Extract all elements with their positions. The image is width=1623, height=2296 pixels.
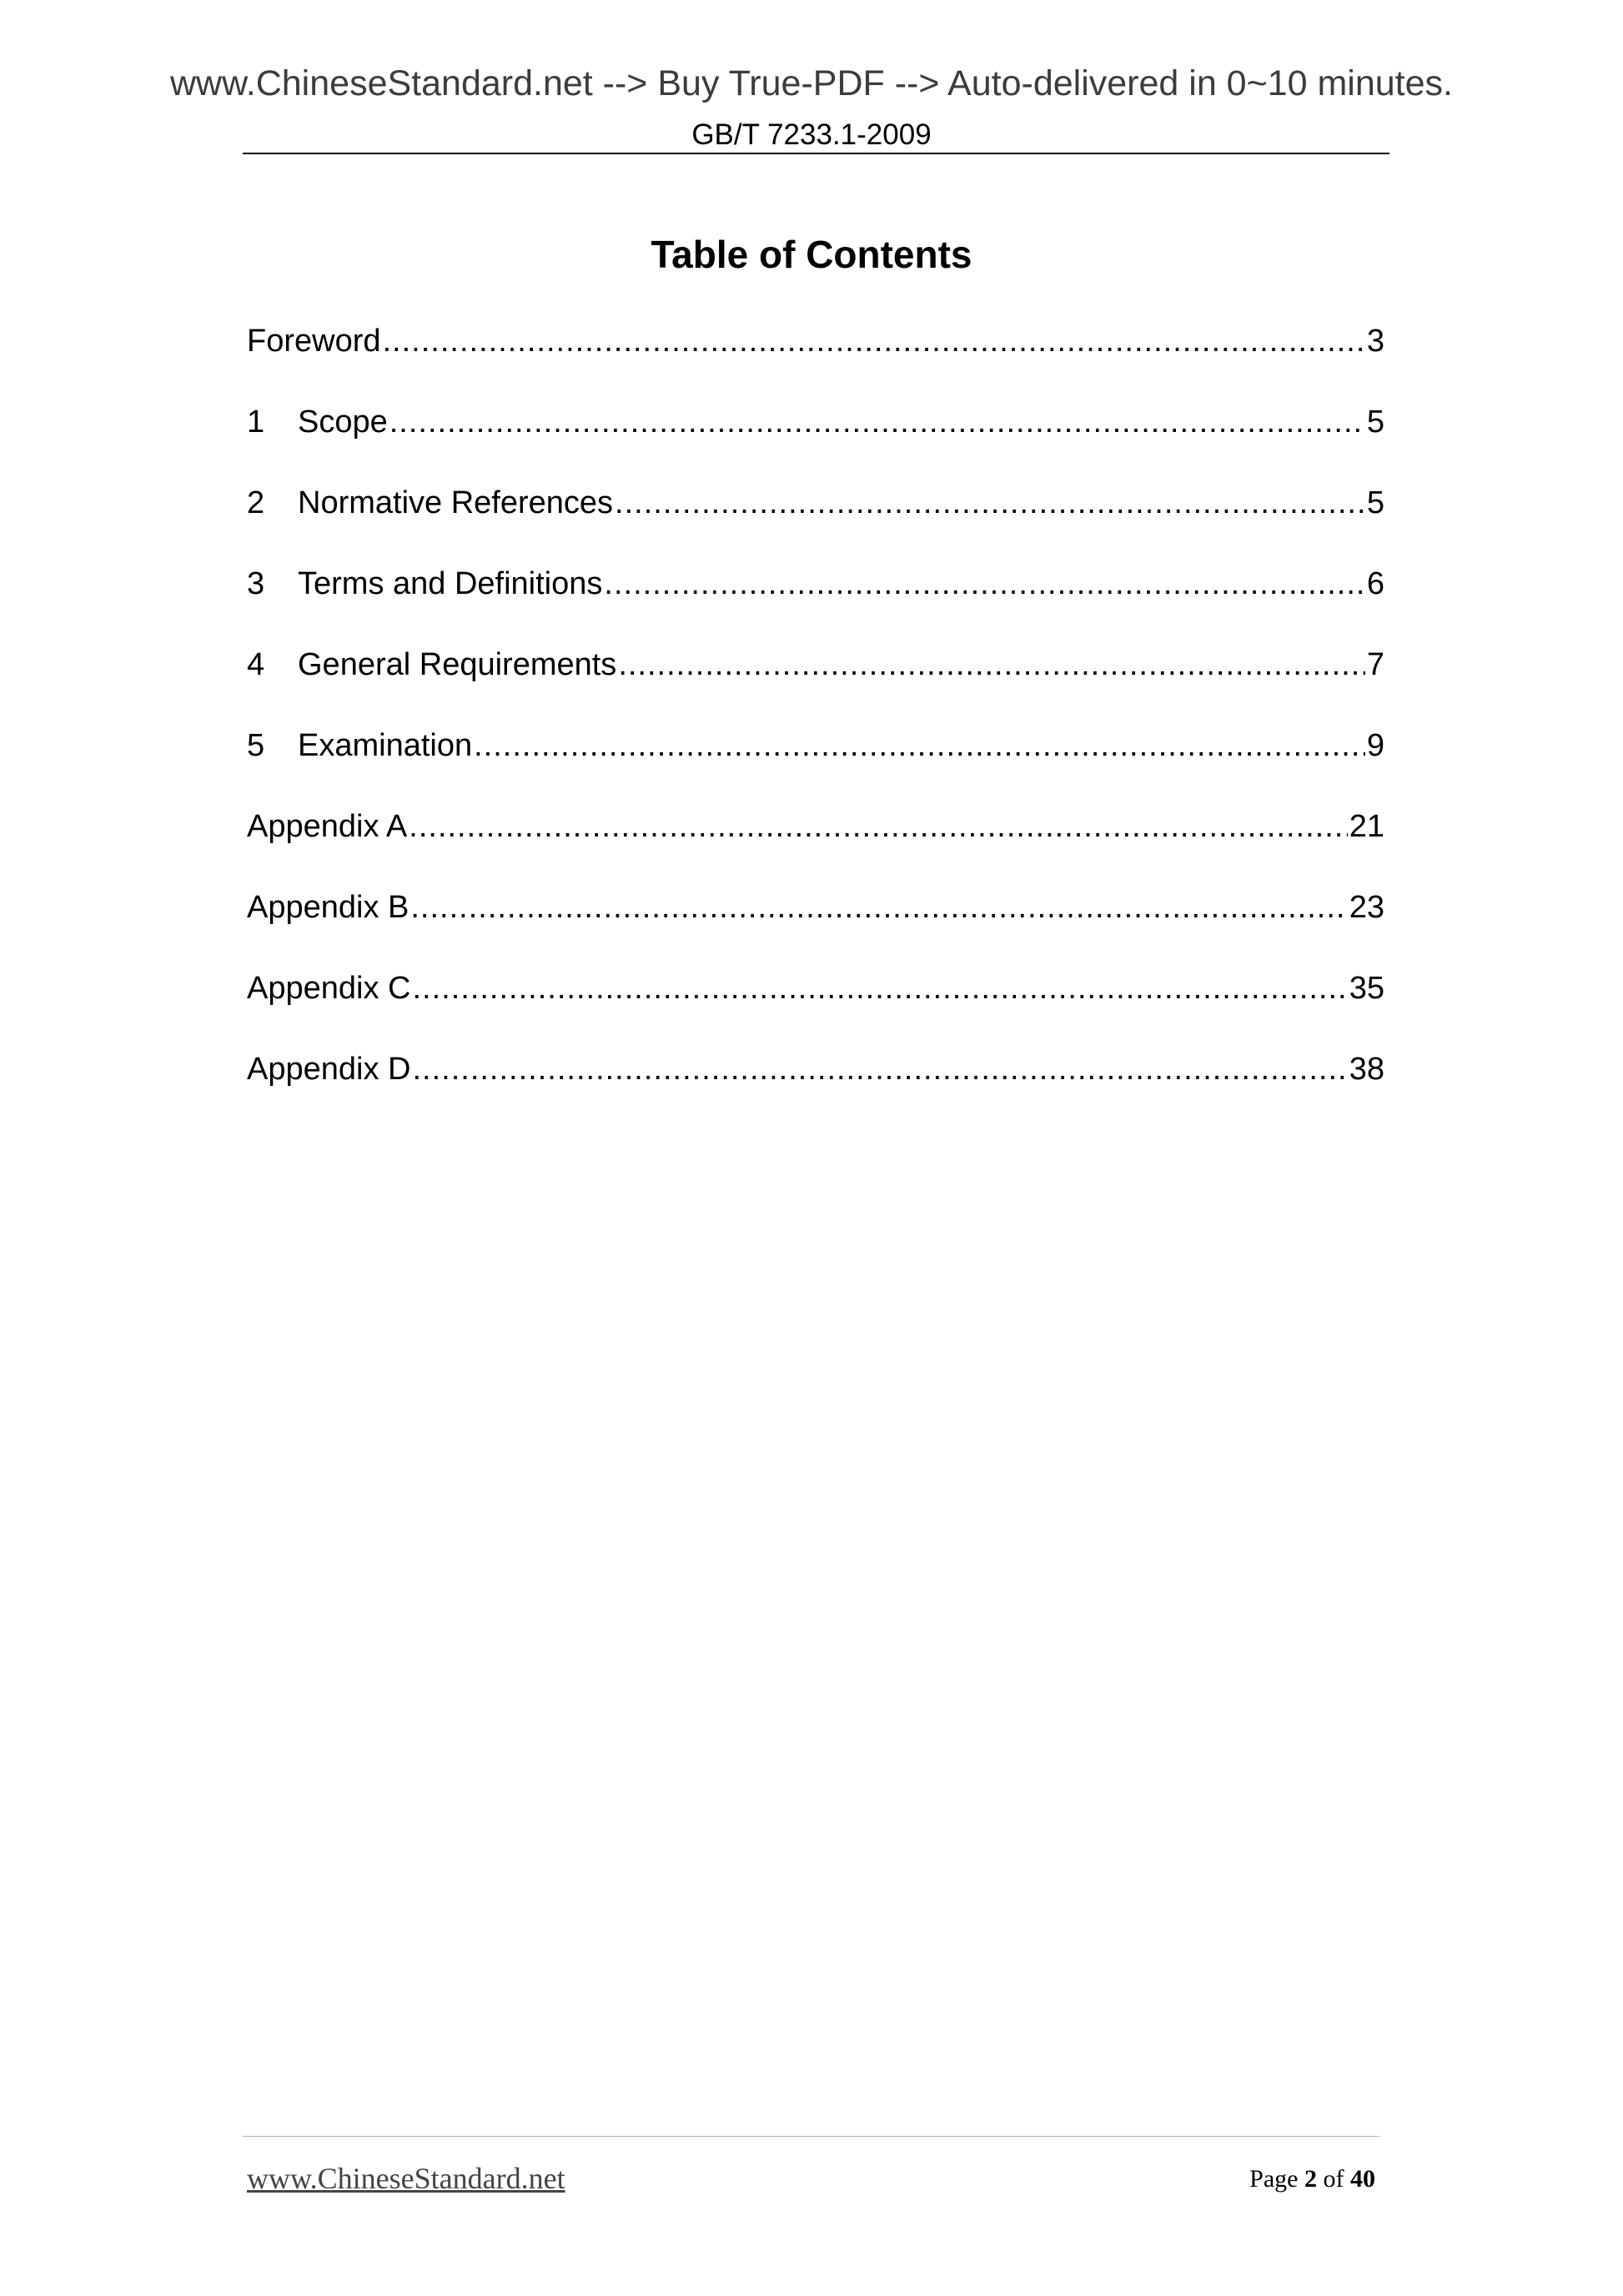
toc-entry-label: Terms and Definitions: [298, 566, 603, 601]
toc-entry-page: 6: [1366, 566, 1384, 601]
toc-entry-page: 3: [1366, 324, 1384, 359]
toc-entry-foreword[interactable]: [247, 324, 1384, 404]
toc-title: Table of Contents: [651, 233, 972, 276]
toc-entry-label: Appendix C: [247, 971, 411, 1006]
toc-dot-leader: [604, 566, 1364, 602]
site-banner: www.ChineseStandard.net --> Buy True-PDF --> Auto-delivered in 0~10 minutes.: [169, 63, 1453, 103]
toc-entry-general-requirements[interactable]: [247, 647, 1384, 728]
toc-dot-leader: [389, 404, 1365, 440]
toc-entry-label: Appendix D: [247, 1052, 411, 1087]
toc-entry-number: 5: [247, 728, 265, 763]
toc-entry-label: General Requirements: [298, 647, 617, 682]
toc-dot-leader: [474, 728, 1365, 764]
toc-entry-page: 9: [1366, 728, 1384, 763]
page-current: 2: [1304, 2165, 1317, 2193]
toc-dot-leader: [410, 890, 1347, 926]
toc-entry-label: Normative References: [298, 485, 614, 520]
toc-entry-number: 4: [247, 647, 265, 682]
toc-dot-leader: [383, 324, 1365, 359]
toc-entry-label: Appendix A: [247, 809, 408, 844]
page-word: Page: [1249, 2165, 1299, 2193]
footer-site-link[interactable]: www.ChineseStandard.net: [247, 2162, 565, 2195]
header-divider: [243, 153, 1389, 154]
toc-dot-leader: [412, 1052, 1347, 1088]
toc-entry-page: 23: [1349, 890, 1384, 925]
toc-entry-number: 1: [247, 404, 265, 440]
toc-entry-page: 5: [1366, 404, 1384, 440]
toc-entry-appendix-a[interactable]: [247, 809, 1384, 890]
toc-dot-leader: [409, 809, 1347, 845]
toc-entry-appendix-b[interactable]: [247, 890, 1384, 971]
toc-entry-scope[interactable]: [247, 404, 1384, 485]
toc-entry-label: Appendix B: [247, 890, 410, 925]
toc-entry-number: 2: [247, 485, 265, 520]
document-code: GB/T 7233.1-2009: [691, 118, 932, 151]
page-total: 40: [1350, 2165, 1375, 2193]
footer-divider: [243, 2136, 1379, 2137]
toc-entry-label: Foreword: [247, 324, 381, 359]
toc-entry-normative-references[interactable]: [247, 485, 1384, 566]
toc-entry-appendix-d[interactable]: [247, 1052, 1384, 1133]
page-indicator: [1249, 2165, 1375, 2193]
toc-dot-leader: [618, 647, 1365, 683]
toc-dot-leader: [412, 971, 1347, 1007]
toc-entry-page: 7: [1366, 647, 1384, 682]
toc-entry-label: Examination: [298, 728, 473, 763]
page-of-word: of: [1323, 2165, 1344, 2193]
table-of-contents: [247, 324, 1384, 1133]
toc-entry-page: 21: [1349, 809, 1384, 844]
toc-entry-appendix-c[interactable]: [247, 971, 1384, 1052]
toc-entry-number: 3: [247, 566, 265, 601]
toc-entry-page: 38: [1349, 1052, 1384, 1087]
toc-entry-page: 35: [1349, 971, 1384, 1006]
toc-entry-page: 5: [1366, 485, 1384, 520]
toc-entry-label: Scope: [298, 404, 388, 440]
toc-entry-examination[interactable]: [247, 728, 1384, 809]
toc-dot-leader: [615, 485, 1365, 521]
toc-entry-terms-and-definitions[interactable]: [247, 566, 1384, 647]
